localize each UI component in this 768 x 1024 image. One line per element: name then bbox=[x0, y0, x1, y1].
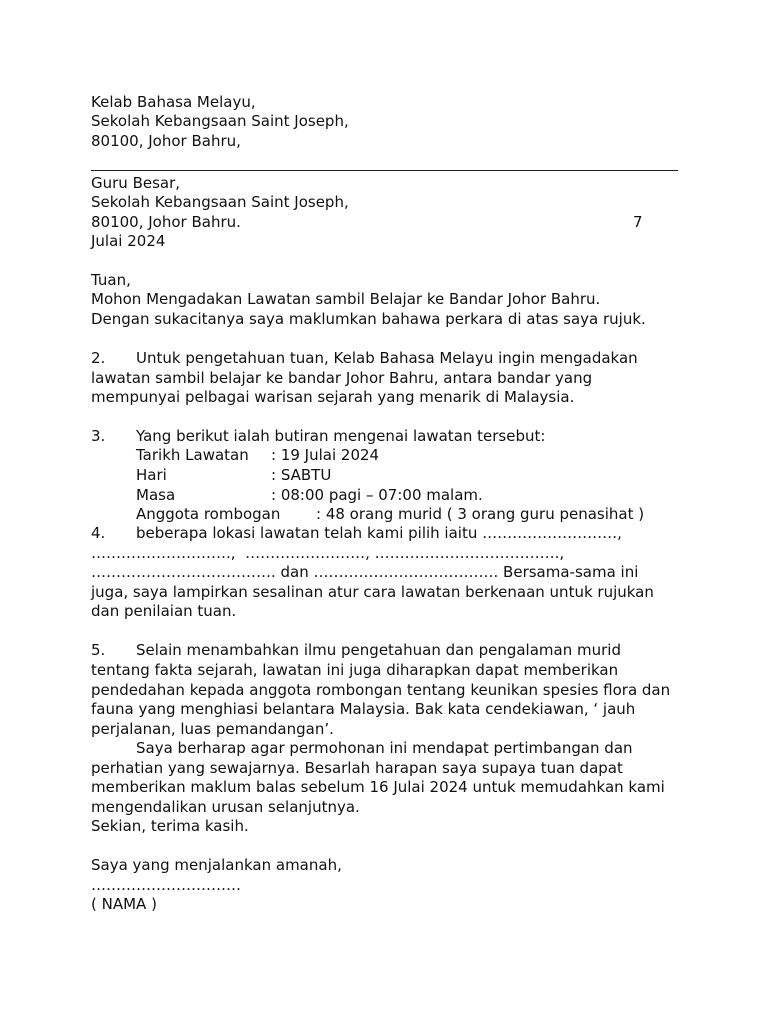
signer-name: ( NAMA ) bbox=[91, 895, 157, 913]
detail-label-date: Tarikh Lawatan bbox=[136, 446, 249, 464]
para4-line-3: ………………………………. dan ………………………………. Bersama-sama ini bbox=[91, 563, 639, 581]
detail-label-day: Hari bbox=[136, 466, 167, 484]
recipient-line-3: 80100, Johor Bahru. bbox=[91, 213, 241, 231]
para6-line-4: mengendalikan urusan selanjutnya. bbox=[91, 798, 360, 816]
closing-line: Sekian, terima kasih. bbox=[91, 817, 249, 835]
para6-line-2: perhatian yang sewajarnya. Besarlah harapan saya supaya tuan dapat bbox=[91, 759, 623, 777]
para6-line-1: Saya berharap agar permohonan ini mendapat pertimbangan dan bbox=[136, 739, 633, 757]
para3-intro: Yang berikut ialah butiran mengenai lawatan tersebut: bbox=[136, 427, 546, 445]
para4-line-5: dan penilaian tuan. bbox=[91, 602, 237, 620]
para4-line-1: beberapa lokasi lawatan telah kami pilih iaitu ………………………, bbox=[136, 524, 622, 542]
detail-label-members: Anggota rombogan bbox=[136, 505, 281, 523]
para5-line-3: pendedahan kepada anggota rombongan tentang keunikan spesies flora dan bbox=[91, 681, 671, 699]
letter-date-month-year: Julai 2024 bbox=[91, 232, 166, 250]
signoff-line-1: Saya yang menjalankan amanah, bbox=[91, 856, 342, 874]
para5-line-4: fauna yang menghiasi belantara Malaysia. Bak kata cendekiawan, ‘ jauh bbox=[91, 700, 636, 718]
opening-sentence: Dengan sukacitanya saya maklumkan bahawa perkara di atas saya rujuk. bbox=[91, 310, 646, 328]
para3-number: 3. bbox=[91, 427, 106, 445]
para5-line-5: perjalanan, luas pemandangan’. bbox=[91, 720, 334, 738]
letter-date-day: 7 bbox=[633, 213, 643, 231]
recipient-line-2: Sekolah Kebangsaan Saint Joseph, bbox=[91, 193, 349, 211]
sender-line-1: Kelab Bahasa Melayu, bbox=[91, 93, 256, 111]
para2-line-1: Untuk pengetahuan tuan, Kelab Bahasa Melayu ingin mengadakan bbox=[136, 349, 638, 367]
signature-dots: ………………………… bbox=[91, 876, 241, 894]
recipient-line-1: Guru Besar, bbox=[91, 174, 181, 192]
para6-line-3: memberikan maklum balas sebelum 16 Julai 2024 untuk memudahkan kami bbox=[91, 778, 665, 796]
detail-label-time: Masa bbox=[136, 486, 176, 504]
sender-line-3: 80100, Johor Bahru, bbox=[91, 132, 241, 150]
detail-value-members: : 48 orang murid ( 3 orang guru penasihat ) bbox=[316, 505, 645, 523]
header-divider bbox=[91, 170, 678, 171]
detail-value-date: : 19 Julai 2024 bbox=[271, 446, 380, 464]
sender-line-2: Sekolah Kebangsaan Saint Joseph, bbox=[91, 112, 349, 130]
salutation: Tuan, bbox=[91, 271, 131, 289]
para4-number: 4. bbox=[91, 524, 106, 542]
para4-line-4: juga, saya lampirkan sesalinan atur cara lawatan berkenaan untuk rujukan bbox=[91, 583, 654, 601]
para4-line-2: ………………………., ……………………, ………………………………., bbox=[91, 544, 565, 562]
detail-value-time: : 08:00 pagi – 07:00 malam. bbox=[271, 486, 483, 504]
para2-line-2: lawatan sambil belajar ke bandar Johor Bahru, antara bandar yang bbox=[91, 369, 593, 387]
para5-line-2: tentang fakta sejarah, lawatan ini juga diharapkan dapat memberikan bbox=[91, 661, 619, 679]
subject-line: Mohon Mengadakan Lawatan sambil Belajar ke Bandar Johor Bahru. bbox=[91, 290, 601, 308]
para5-number: 5. bbox=[91, 641, 106, 659]
para2-line-3: mempunyai pelbagai warisan sejarah yang menarik di Malaysia. bbox=[91, 388, 575, 406]
para2-number: 2. bbox=[91, 349, 106, 367]
para5-line-1: Selain menambahkan ilmu pengetahuan dan pengalaman murid bbox=[136, 641, 621, 659]
detail-value-day: : SABTU bbox=[271, 466, 332, 484]
